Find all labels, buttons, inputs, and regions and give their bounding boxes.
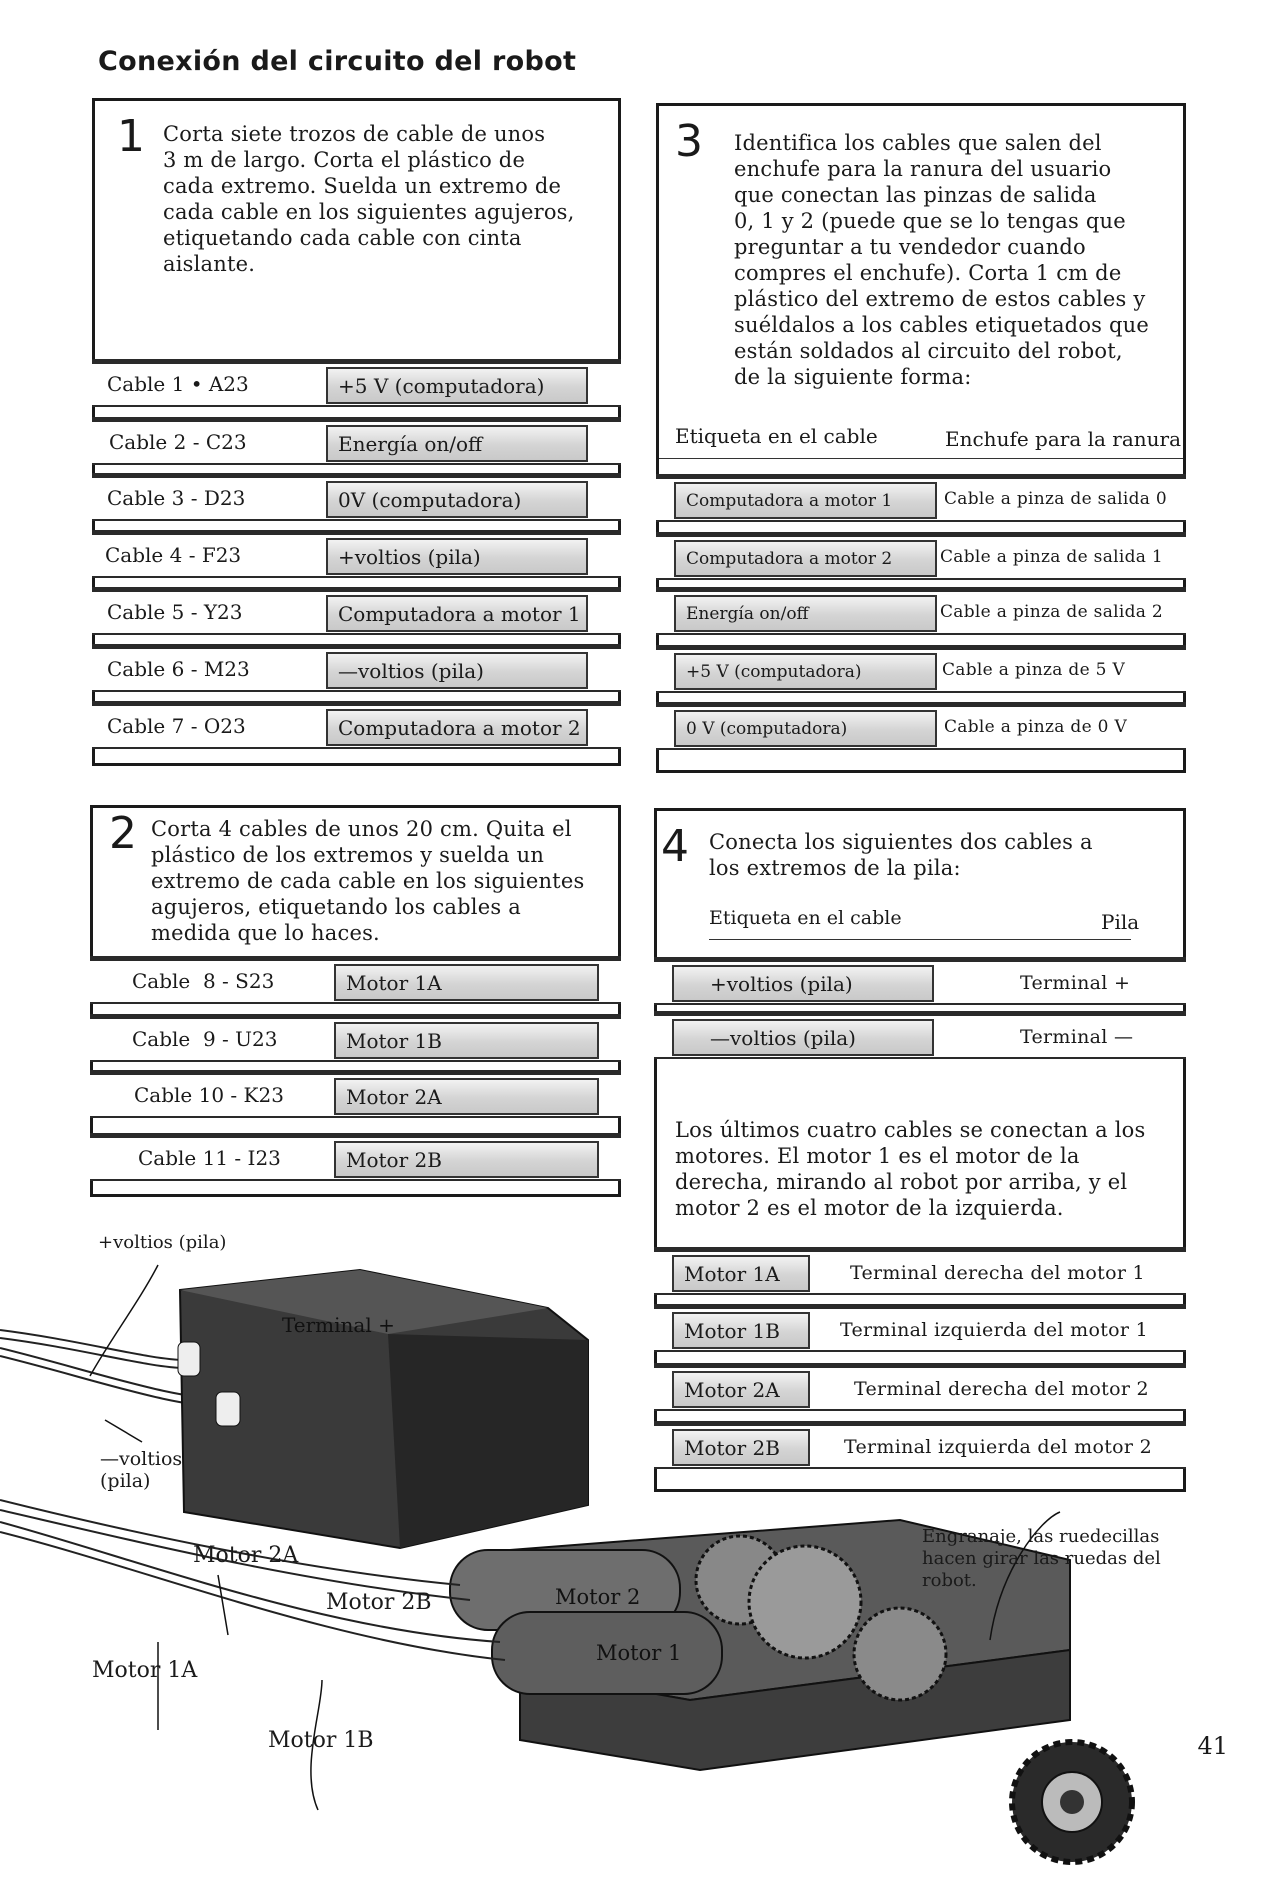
step2-number: 2: [109, 808, 137, 859]
step3-line: 0, 1 y 2 (puede que se lo tengas que: [734, 209, 1126, 233]
tape-label: Motor 2B: [672, 1429, 810, 1466]
motor-text: [675, 1117, 1145, 1221]
battery-terminal: Terminal +: [1020, 972, 1131, 994]
tape-label: Computadora a motor 2: [326, 709, 588, 746]
cable-label: Cable 5 - Y23: [107, 600, 243, 624]
motor-line: motor 2 es el motor de la izquierda.: [675, 1196, 1064, 1220]
header-rule: [659, 458, 1183, 459]
tape-label: +voltios (pila): [326, 538, 588, 575]
motor-2a-label: Motor 2A: [193, 1543, 299, 1568]
cable-label: Cable 2 - C23: [109, 430, 247, 454]
step4-row: [654, 957, 1186, 1005]
page-number: 41: [1197, 1732, 1228, 1760]
step3-row: [656, 587, 1186, 635]
battery-plus-label: +voltios (pila): [98, 1232, 227, 1253]
step2-row: [90, 1070, 621, 1118]
step2-line: plástico de los extremos y suelda un: [151, 843, 545, 867]
motor-terminal: Terminal derecha del motor 1: [850, 1262, 1145, 1284]
battery: [178, 1270, 588, 1548]
step1-panel: [92, 98, 621, 766]
step3-number: 3: [675, 116, 703, 167]
tape-label: Motor 2A: [672, 1371, 810, 1408]
cable-label: Cable 7 - O23: [107, 714, 246, 738]
socket-wire: Cable a pinza de 5 V: [942, 660, 1126, 680]
motor-line: motores. El motor 1 es el motor de la: [675, 1144, 1080, 1168]
socket-wire: Cable a pinza de salida 1: [940, 547, 1164, 567]
step4-line: los extremos de la pila:: [709, 856, 961, 880]
step1-line: etiquetando cada cable con cinta: [163, 226, 522, 250]
header-rule: [709, 939, 1131, 940]
tape-label: +voltios (pila): [672, 965, 934, 1002]
tape-label: +5 V (computadora): [674, 653, 937, 690]
socket-wire: Cable a pinza de 0 V: [944, 717, 1128, 737]
step3-line: plástico del extremo de estos cables y: [734, 287, 1146, 311]
column-header-label: Etiqueta en el cable: [709, 907, 902, 929]
step2-line: extremo de cada cable en los siguientes: [151, 869, 585, 893]
step3-line: preguntar a tu vendedor cuando: [734, 235, 1086, 259]
battery-minus-line: —voltios: [100, 1448, 183, 1470]
step1-row: [92, 417, 621, 465]
step3-line: Identifica los cables que salen del: [734, 131, 1102, 155]
column-header-socket: Enchufe para la ranura: [945, 427, 1182, 451]
gear-note-line: Engranaje, las ruedecillas: [922, 1526, 1160, 1547]
step2-row: [90, 1014, 621, 1062]
tape-label: Motor 1B: [672, 1312, 810, 1349]
step4-row: [654, 1011, 1186, 1059]
step3-row: [656, 474, 1186, 522]
gear-note-line: robot.: [922, 1570, 977, 1591]
step3-line: están soldados al circuito del robot,: [734, 339, 1123, 363]
cable-label: Cable 8 - S23: [132, 969, 275, 993]
step3-line: que conectan las pinzas de salida: [734, 183, 1097, 207]
step1-row: [92, 587, 621, 635]
step2-text: [151, 816, 584, 946]
step1-row: [92, 701, 621, 749]
step2-line: medida que lo haces.: [151, 921, 380, 945]
step3-line: de la siguiente forma:: [734, 365, 972, 389]
motor-2-label: Motor 2: [555, 1585, 641, 1609]
step1-row: [92, 473, 621, 521]
step3-row: [656, 645, 1186, 693]
step3-line: suéldalos a los cables etiquetados que: [734, 313, 1150, 337]
motor-terminal: Terminal izquierda del motor 2: [844, 1436, 1152, 1458]
tape-label: Motor 1A: [334, 964, 599, 1001]
step2-line: agujeros, etiquetando los cables a: [151, 895, 521, 919]
step3-line: enchufe para la ranura del usuario: [734, 157, 1112, 181]
column-header-battery: Pila: [1101, 910, 1140, 934]
tape-label: Motor 1B: [334, 1022, 599, 1059]
step2-panel: [90, 805, 621, 1197]
page-title: Conexión del circuito del robot: [98, 46, 577, 77]
tape-label: 0V (computadora): [326, 481, 588, 518]
column-header-label: Etiqueta en el cable: [675, 424, 878, 448]
cable-label: Cable 6 - M23: [107, 657, 250, 681]
motor-1b-label: Motor 1B: [268, 1728, 374, 1753]
step2-line: Corta 4 cables de unos 20 cm. Quita el: [151, 817, 572, 841]
cable-label: Cable 3 - D23: [107, 486, 246, 510]
step4-text: [709, 829, 1093, 881]
step3-row: [656, 532, 1186, 580]
gear-note-line: hacen girar las ruedas del: [922, 1548, 1161, 1569]
step4-number: 4: [661, 821, 689, 872]
step1-row: [92, 530, 621, 578]
battery-minus-line: (pila): [100, 1470, 151, 1492]
tape-label: Energía on/off: [674, 595, 937, 632]
socket-wire: Cable a pinza de salida 0: [944, 489, 1168, 509]
battery-terminal: Terminal —: [1020, 1026, 1134, 1048]
step3-panel: [656, 103, 1186, 773]
step1-number: 1: [117, 111, 145, 162]
tape-label: Motor 1A: [672, 1255, 810, 1292]
motor-line: Los últimos cuatro cables se conectan a los: [675, 1118, 1146, 1142]
step1-row: [92, 359, 621, 407]
tape-label: Motor 2B: [334, 1141, 599, 1178]
motor-1a-label: Motor 1A: [92, 1658, 198, 1683]
cable-label: Cable 11 - I23: [138, 1146, 281, 1170]
tape-label: Computadora a motor 1: [326, 595, 588, 632]
cable-label: Cable 9 - U23: [132, 1027, 278, 1051]
cable-label: Cable 10 - K23: [134, 1083, 284, 1107]
step3-line: compres el enchufe). Corta 1 cm de: [734, 261, 1122, 285]
step3-text: [734, 130, 1149, 390]
cable-label: Cable 4 - F23: [105, 543, 242, 567]
tape-label: Computadora a motor 1: [674, 482, 937, 519]
tape-label: Energía on/off: [326, 425, 588, 462]
cable-label: Cable 1 • A23: [107, 372, 249, 396]
terminal-label: Terminal +: [282, 1313, 395, 1337]
motor-line: derecha, mirando al robot por arriba, y el: [675, 1170, 1128, 1194]
motor-1-label: Motor 1: [596, 1641, 682, 1665]
tape-label: Motor 2A: [334, 1078, 599, 1115]
step2-row: [90, 956, 621, 1004]
step2-row: [90, 1133, 621, 1181]
step4-line: Conecta los siguientes dos cables a: [709, 830, 1093, 854]
battery-minus-label: [100, 1448, 182, 1492]
motor-terminal: Terminal izquierda del motor 1: [840, 1319, 1148, 1341]
gear-note: [922, 1526, 1161, 1592]
tape-label: —voltios (pila): [672, 1019, 934, 1056]
tape-label: Computadora a motor 2: [674, 540, 937, 577]
step1-line: 3 m de largo. Corta el plástico de: [163, 148, 526, 172]
tape-label: —voltios (pila): [326, 652, 588, 689]
step1-line: aislante.: [163, 252, 256, 276]
step1-row: [92, 644, 621, 692]
tape-label: +5 V (computadora): [326, 367, 588, 404]
step1-line: Corta siete trozos de cable de unos: [163, 122, 546, 146]
step1-line: cada extremo. Suelda un extremo de: [163, 174, 562, 198]
socket-wire: Cable a pinza de salida 2: [940, 602, 1164, 622]
step3-row: [656, 702, 1186, 750]
step1-text: [163, 121, 575, 277]
motor-terminal: Terminal derecha del motor 2: [854, 1378, 1149, 1400]
step1-line: cada cable en los siguientes agujeros,: [163, 200, 575, 224]
tape-label: 0 V (computadora): [674, 710, 937, 747]
motor-2b-label: Motor 2B: [326, 1590, 432, 1615]
